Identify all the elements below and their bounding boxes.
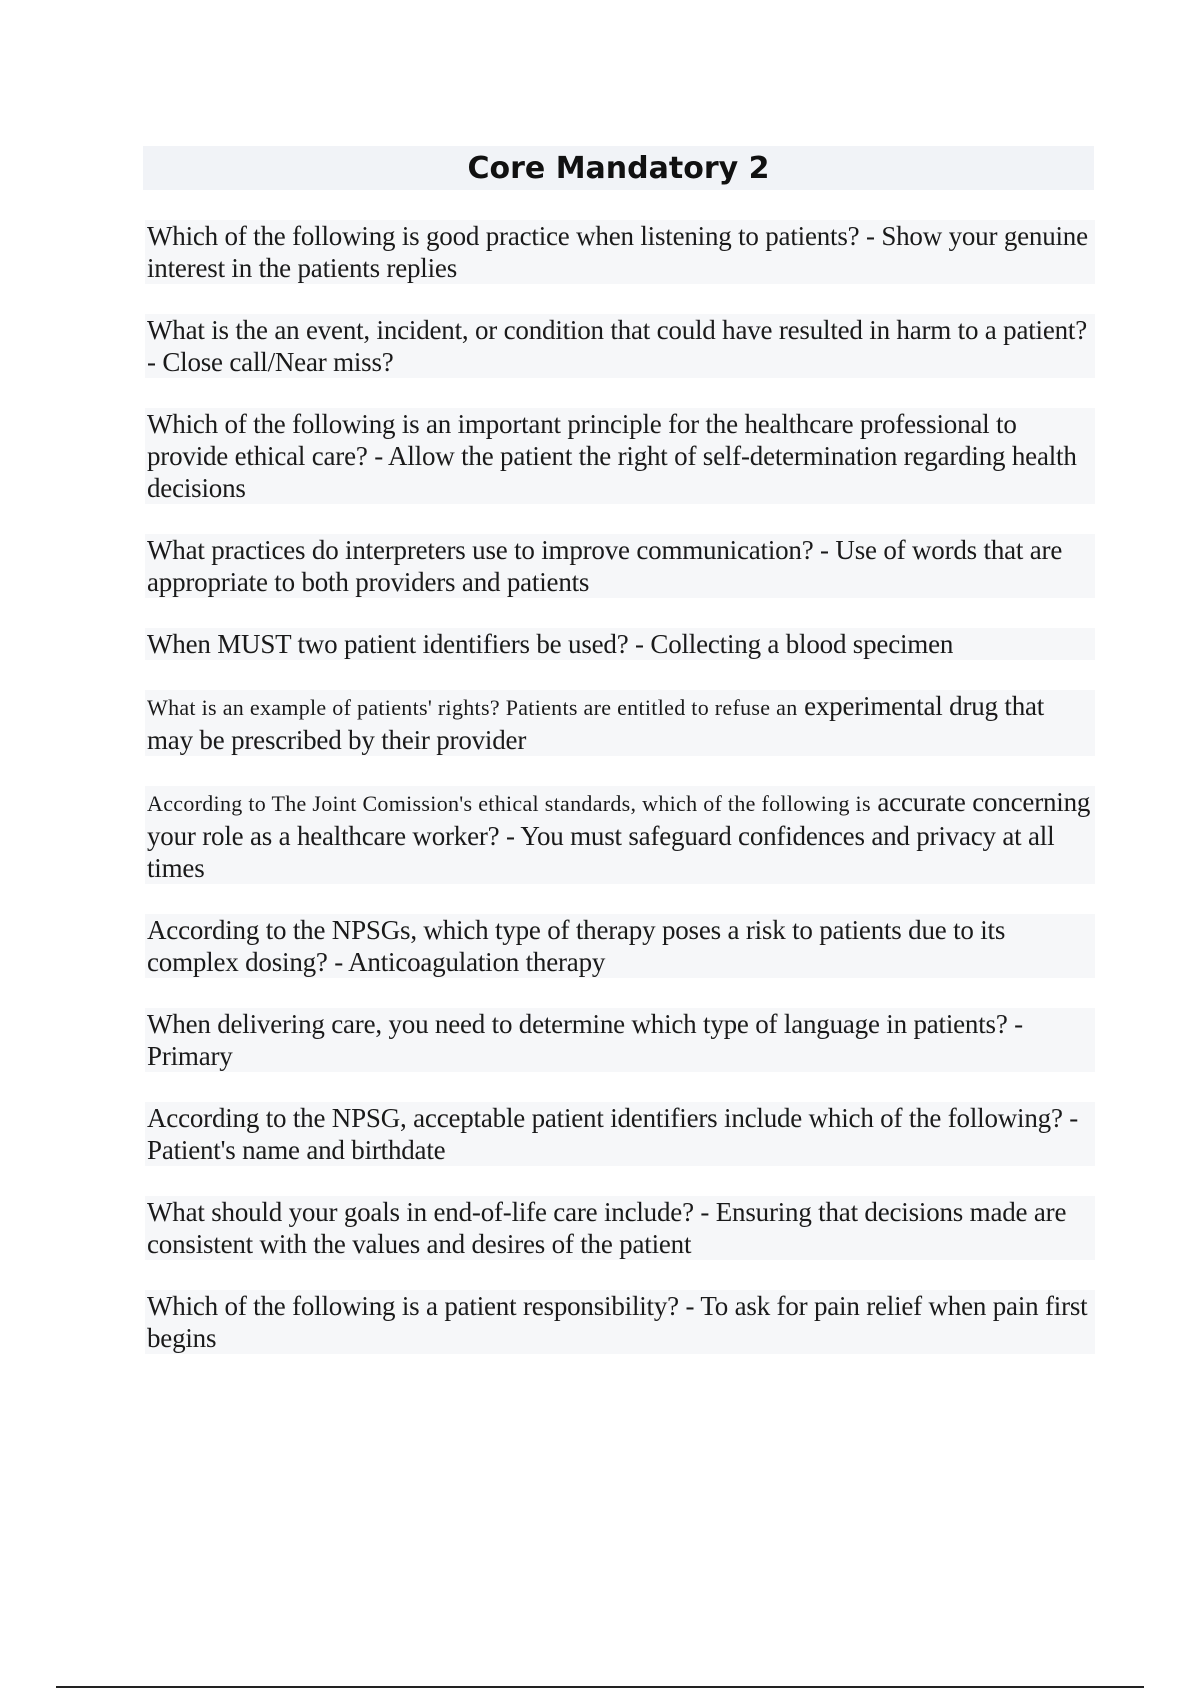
qa-item: Which of the following is an important principle for the healthcare professional to provide ethical care? - Allow the patient the right of self-determination regarding health decisions (145, 408, 1095, 504)
qa-item: What should your goals in end-of-life care include? - Ensuring that decisions made are consistent with the values and desires of the patient (145, 1196, 1095, 1260)
qa-item: What is the an event, incident, or condition that could have resulted in harm to a patient? - Close call/Near miss? (145, 314, 1095, 378)
qa-item-rest: experimental drug that may be prescribed by their provider (147, 691, 1045, 755)
title-bar (143, 146, 1094, 190)
qa-list (145, 220, 1095, 1384)
qa-item: When MUST two patient identifiers be used? - Collecting a blood specimen (145, 628, 1095, 660)
qa-item-lead: According to The Joint Comission's ethical standards, which of the following is (147, 791, 871, 816)
qa-item-rest: accurate concerning your role as a healthcare worker? - You must safeguard confidences and privacy at all times (147, 787, 1091, 883)
page-title: Core Mandatory 2 (467, 150, 770, 186)
qa-item (145, 786, 1095, 884)
qa-item: Which of the following is a patient responsibility? - To ask for pain relief when pain first begins (145, 1290, 1095, 1354)
qa-item (145, 690, 1095, 756)
qa-item: According to the NPSG, acceptable patient identifiers include which of the following? - Patient's name and birthdate (145, 1102, 1095, 1166)
footer-divider (56, 1686, 1144, 1688)
qa-item: Which of the following is good practice when listening to patients? - Show your genuine interest in the patients replies (145, 220, 1095, 284)
qa-item: What practices do interpreters use to improve communication? - Use of words that are appropriate to both providers and patients (145, 534, 1095, 598)
qa-item: When delivering care, you need to determine which type of language in patients? - Primary (145, 1008, 1095, 1072)
qa-item-lead: What is an example of patients' rights? Patients are entitled to refuse an (147, 695, 798, 720)
qa-item: According to the NPSGs, which type of therapy poses a risk to patients due to its complex dosing? - Anticoagulation therapy (145, 914, 1095, 978)
